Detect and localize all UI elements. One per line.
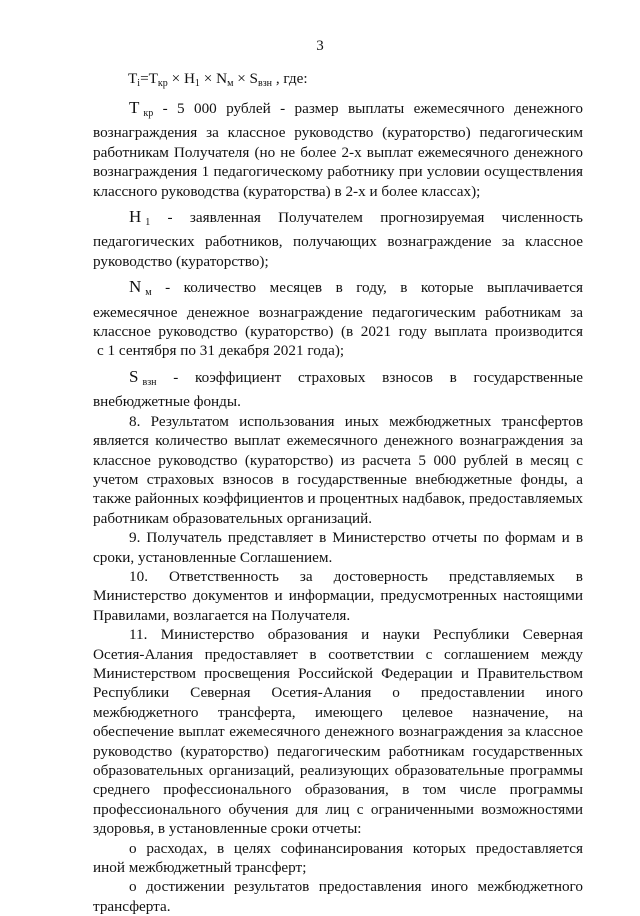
text-word: выплачивается [486,279,583,297]
text-line: 11. Министерство образования и науки Республики Северная [129,626,583,644]
text-word: выплаты [347,100,405,117]
text-word: страховых [297,368,366,386]
text-word: в [449,368,457,386]
variable-h1-text [93,232,583,271]
variable-tkr [93,98,583,201]
text-word: в [335,279,343,297]
paragraph-8 [93,412,583,528]
formula-eq: = [140,70,149,87]
text-line: Правилами, возлагается на Получателя. [93,606,351,624]
variable-h1-first-line [93,207,583,232]
text-line: о достижении результатов предоставления иного межбюджетного [129,878,583,896]
text-line: работникам Получателя (но не более 2-х выплат ежемесячного денежного [93,143,583,161]
text-line: межбюджетного трансферта, имеющего целевое назначение, на [93,703,583,721]
variable-tkr-first-line [93,98,583,123]
text-line: вознаграждения 1 педагогическому работнику при условии осуществления [93,163,583,181]
text-line: обеспечение выплат ежемесячного денежного вознаграждения за классное [93,723,583,741]
variable-symbol: N $_м$ [129,277,152,299]
text-line: классного руководства (кураторства) в 2-х и более классах); [93,182,481,200]
text-word: государственные [473,368,583,386]
text-line: здоровья, в установленные сроки отчеты: [93,820,362,838]
text-line: вознаграждения за классное руководство (кураторство) педагогическим [93,124,583,142]
text-line: ежемесячное денежное вознаграждение педагогическим работникам за [93,303,583,321]
text-line: с 1 сентября по 31 декабря 2021 года); [97,342,345,360]
text-line: 8. Результатом использования иных межбюджетных трансфертов [129,412,583,430]
variable-nm-text [93,303,583,361]
text-line: Республики Северная Осетия-Алания о предоставлении иного [93,684,583,702]
paragraph-10 [93,567,583,625]
text-line: Министерством просвещения Российской Федерации и Правительством [93,664,583,682]
text-line: также районных коэффициентов и процентных надбавок, предоставляемых [93,490,583,508]
text-word: - [162,100,168,117]
list-item-expenses [93,839,583,878]
variable-svzn [93,367,583,412]
text-word: Получателем [278,209,363,227]
text-word: году, [356,279,387,297]
text-word: - [280,100,286,117]
variable-nm [93,277,583,361]
text-line: Министерство документов и информации, предусмотренных настоящими [93,587,583,605]
formula-lhs: T [128,70,138,87]
text-word: достоверность [333,567,428,585]
variable-symbol: S $_{взн}$ [129,366,157,388]
text-word: количество [183,279,257,297]
variable-svzn-text [93,392,583,411]
text-line: внебюджетные фонды. [93,393,241,411]
text-line: педагогических работников, получающих вознаграждение за классное [93,233,583,251]
variable-svzn-first-line [93,367,583,392]
text-line: профессионального обучения для лиц с ограниченными возможностями [93,800,583,818]
text-word: размер [294,100,339,117]
text-word: коэффициент [194,368,282,386]
variable-symbol: T $_{кр}$ [129,98,154,119]
text-word: 10. [129,567,148,585]
text-word: - [167,209,173,227]
text-line: учетом страховых взносов в государственные внебюджетные фонды, а [93,470,583,488]
text-line: сроки, установленные Соглашением. [93,548,333,566]
paragraph-10-first-line [93,567,583,586]
text-line: образовательных организаций, реализующих образовательные программы [93,762,583,779]
text-line: является количество выплат ежемесячного денежного вознаграждения за [93,432,583,450]
text-word: численность [501,209,583,227]
text-word: которые [420,279,474,297]
text-line: работникам образовательных организаций. [93,509,373,527]
text-word: - [165,279,171,297]
text-word: денежного [513,100,583,117]
variable-symbol: H $_1$ [129,207,151,229]
text-word: в [400,279,408,297]
paragraph-9 [93,528,583,567]
variable-tkr-text [93,123,583,201]
text-word: заявленная [189,209,261,227]
formula: $T_i=T_{кр} \times H_1 \times N_м \times S_{взн}$ , где: [128,70,308,89]
text-word: ежемесячного [413,100,505,117]
text-line: руководство (кураторство); [93,252,269,270]
text-word: месяцев [269,279,323,297]
paragraph-11 [93,625,583,838]
document-body [93,66,583,916]
list-item-results [93,877,583,916]
text-line: 9. Получатель представляет в Министерство отчеты по формам и в [129,529,583,547]
text-line: классное руководство (кураторство) (в 2021 году выплата производится [93,323,583,341]
text-word: за [299,567,313,585]
text-line: классное руководство (кураторство) из расчета 5 000 рублей в месяц с [93,451,583,469]
variable-nm-first-line [93,277,583,302]
text-line: о расходах, в целях софинансирования которых предоставляется [129,839,583,857]
text-line: среднего профессионального образования, в том числе программы [93,781,583,799]
text-word: представляемых [448,567,555,585]
text-line: иной межбюджетный трансферт; [93,859,307,877]
text-word: 5 [177,100,185,117]
text-word: Ответственность [168,567,279,585]
variable-h1 [93,207,583,271]
text-word: взносов [382,368,433,386]
text-word: - [173,368,179,386]
text-word: в [575,567,583,585]
text-word: рублей [226,100,271,117]
text-line: Осетия-Алания предоставляет в соответствии с соглашением между [93,645,583,663]
text-word: 000 [193,100,217,117]
text-line: руководство (кураторство) педагогическим работникам государственных [93,742,583,760]
text-word: прогнозируемая [380,209,485,227]
page-number: 3 [316,38,324,54]
text-line: трансферта. [93,897,171,915]
